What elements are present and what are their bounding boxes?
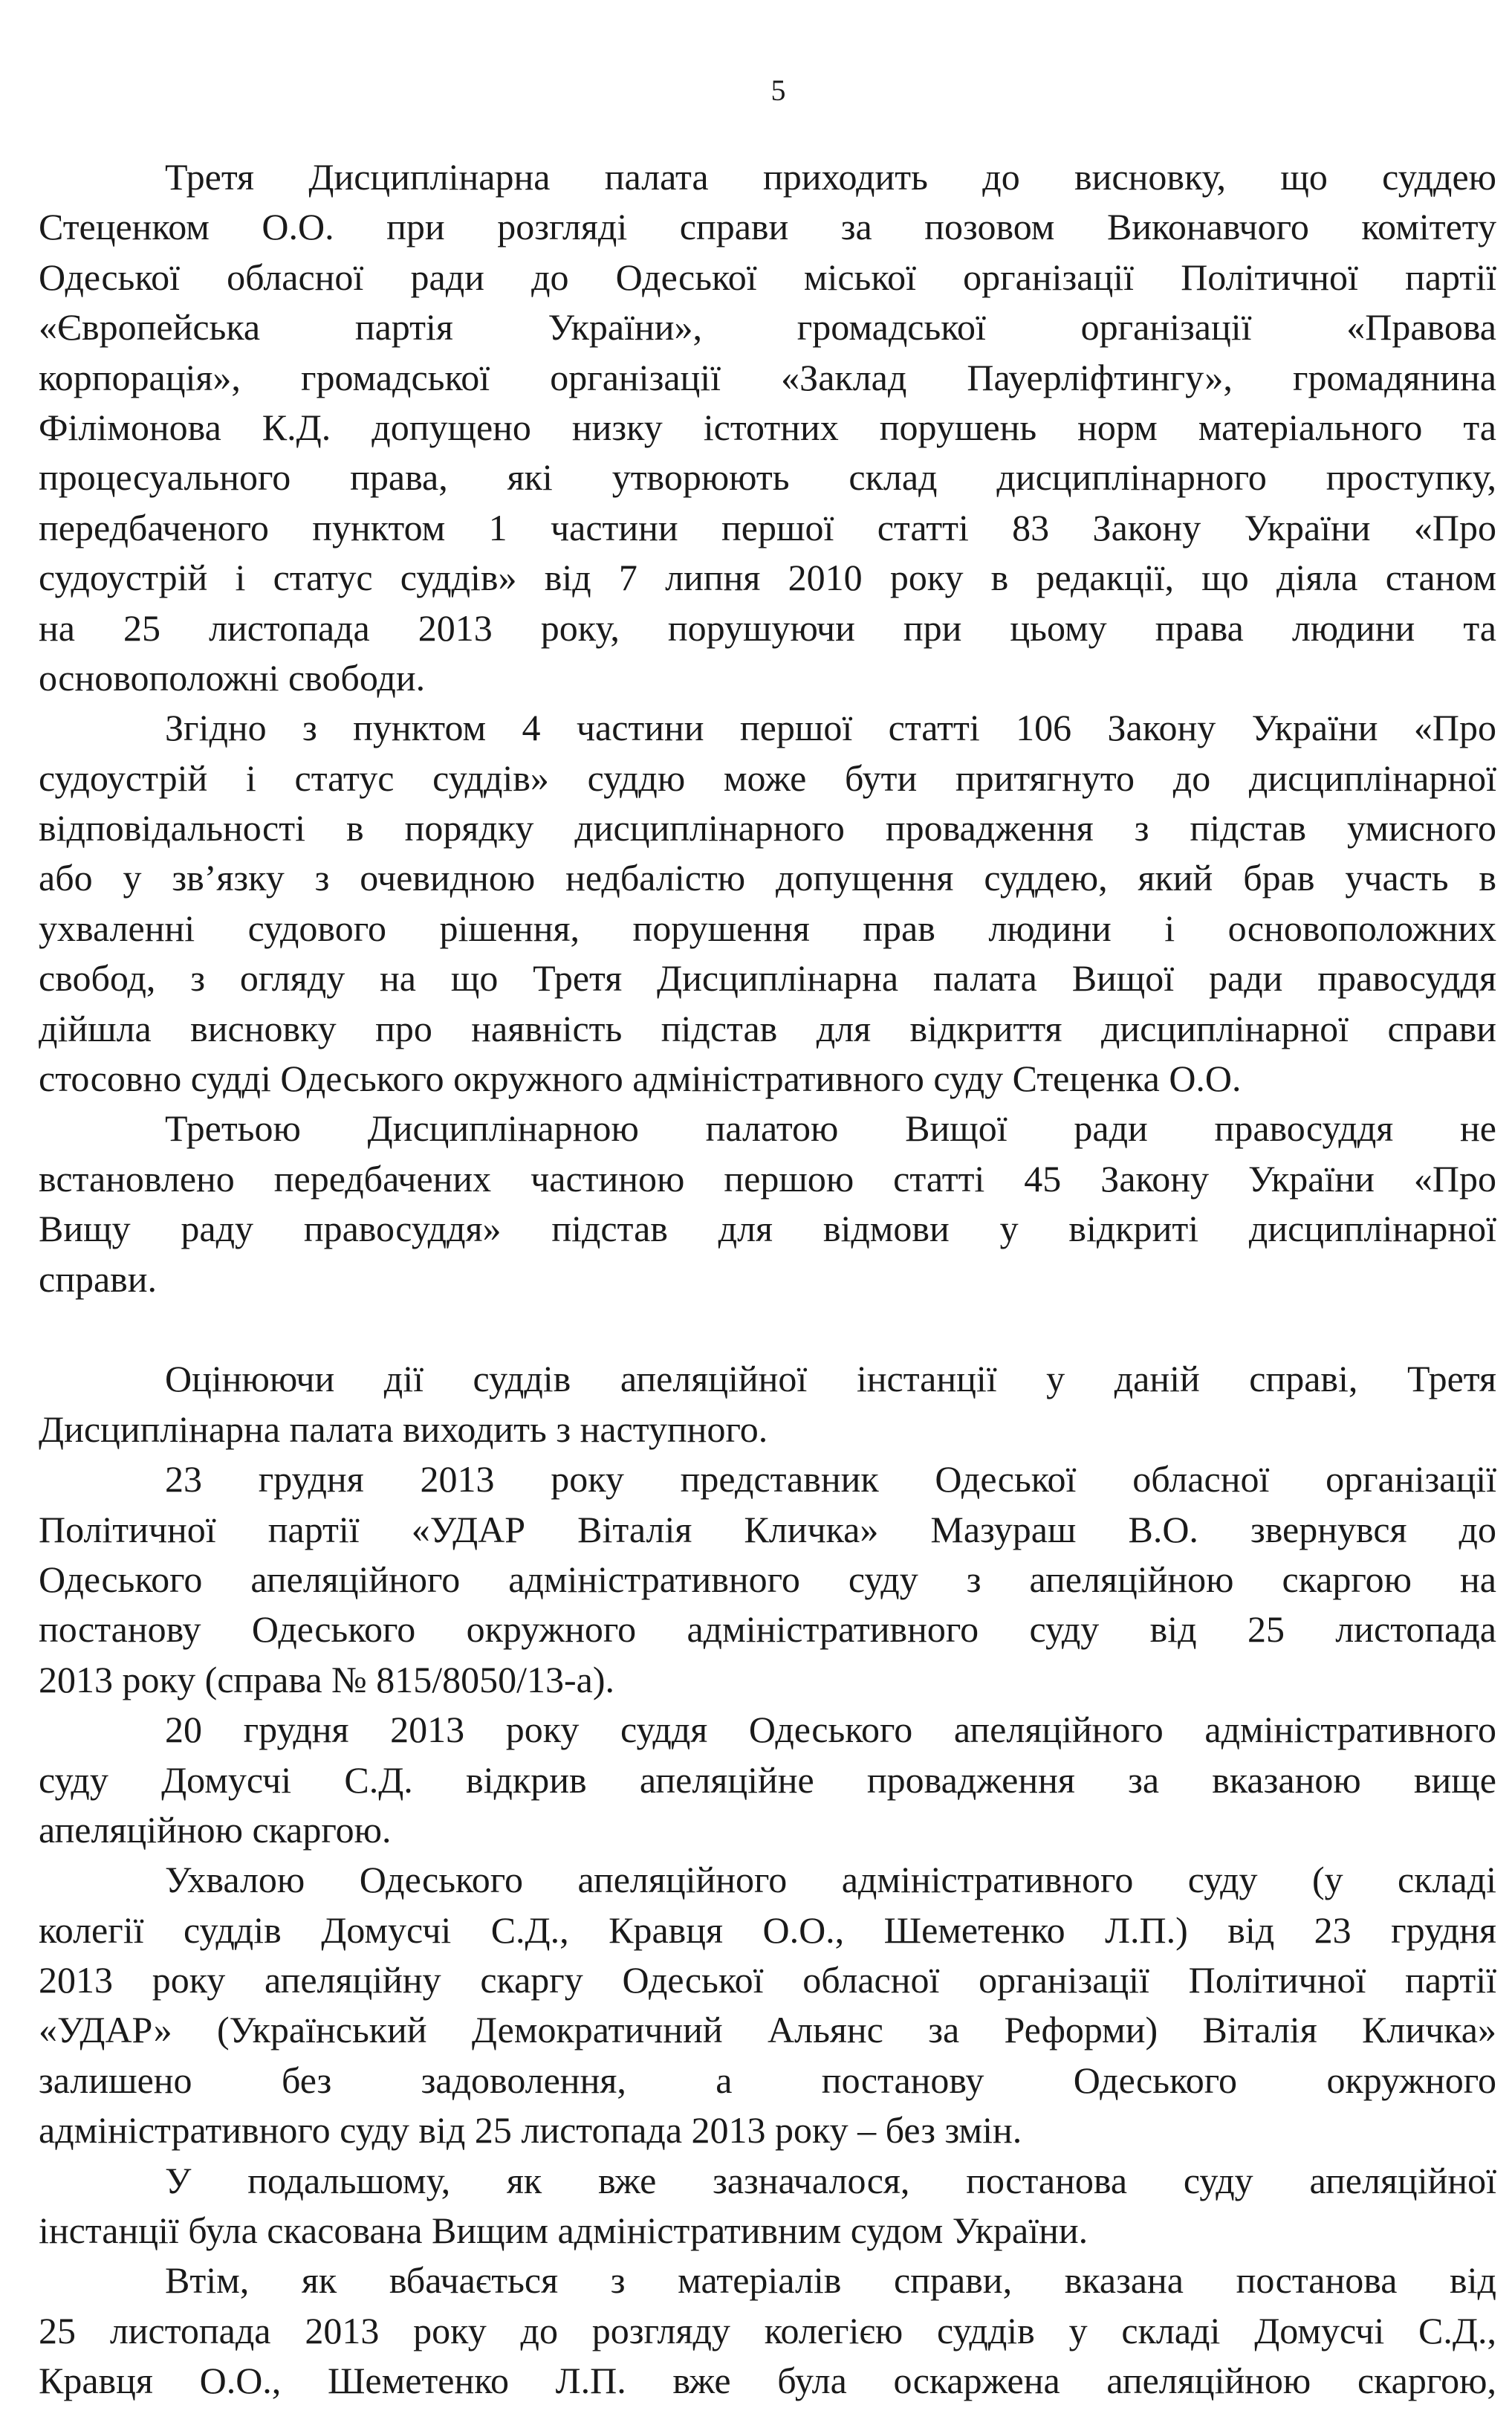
text-line: відповідальності в порядку дисциплінарного провадження з підстав умисного	[39, 807, 1496, 849]
text-line: встановлено передбачених частиною першою статті 45 Закону України «Про	[39, 1157, 1496, 1200]
text-line: судоустрій і статус суддів» від 7 липня 2010 року в редакції, що діяла станом	[39, 557, 1496, 599]
text-line: 25 листопада 2013 року до розгляду колегією суддів у складі Домусчі С.Д.,	[39, 2309, 1496, 2351]
text-line: або у зв’язку з очевидною недбалістю допущення суддею, який брав участь в	[39, 857, 1496, 899]
text-line: основоположні свободи.	[39, 656, 426, 699]
text-line: 2013 року апеляційну скаргу Одеської обласної організації Політичної партії	[39, 1959, 1496, 2001]
text-line: У подальшому, як вже зазначалося, постанова суду апеляційної	[165, 2159, 1496, 2201]
text-line: 23 грудня 2013 року представник Одеської обласної організації	[165, 1458, 1496, 1501]
text-line: Третьою Дисциплінарною палатою Вищої ради правосуддя не	[165, 1107, 1496, 1150]
text-line: Одеської обласної ради до Одеської міської організації Політичної партії	[39, 256, 1496, 298]
page-number: 5	[770, 74, 786, 107]
text-line: Третя Дисциплінарна палата приходить до висновку, що суддею	[165, 156, 1496, 198]
paragraph	[39, 1855, 1496, 2155]
paragraph	[39, 1454, 1496, 1705]
text-line: справи.	[39, 1257, 158, 1300]
paragraph	[39, 703, 1496, 1104]
blank-line	[39, 1304, 1496, 1354]
paragraph	[39, 2256, 1496, 2406]
text-line: на 25 листопада 2013 року, порушуючи при цьому права людини та	[39, 606, 1496, 649]
text-line: «Європейська партія України», громадської організації «Правова	[39, 306, 1496, 349]
paragraph	[39, 1104, 1496, 1304]
text-line: Дисциплінарна палата виходить з наступного.	[39, 1408, 768, 1450]
text-line: Оцінюючи дії суддів апеляційної інстанції у даній справі, Третя	[165, 1358, 1496, 1400]
text-line: Філімонова К.Д. допущено низку істотних порушень норм матеріального та	[39, 406, 1496, 448]
text-line: 2013 року (справа № 815/8050/13-а).	[39, 1658, 614, 1700]
paragraph	[39, 1705, 1496, 1855]
text-line: Політичної партії «УДАР Віталія Кличка» Мазураш В.О. звернувся до	[39, 1508, 1496, 1550]
text-line: Одеського апеляційного адміністративного суду з апеляційною скаргою на	[39, 1558, 1496, 1600]
text-line: інстанції була скасована Вищим адміністративним судом України.	[39, 2210, 1088, 2252]
text-line: Вищу раду правосуддя» підстав для відмови у відкриті дисциплінарної	[39, 1208, 1496, 1250]
text-line: передбаченого пунктом 1 частини першої статті 83 Закону України «Про	[39, 506, 1496, 548]
text-line: «УДАР» (Український Демократичний Альянс за Реформи) Віталія Кличка»	[39, 2009, 1496, 2051]
text-line: Згідно з пунктом 4 частини першої статті 106 Закону України «Про	[165, 707, 1496, 749]
text-line: апеляційною скаргою.	[39, 1808, 392, 1851]
text-line: Стеценком О.О. при розгляді справи за позовом Виконавчого комітету	[39, 206, 1496, 248]
text-line: стосовно судді Одеського окружного адміністративного суду Стеценка О.О.	[39, 1058, 1242, 1100]
text-line: ухваленні судового рішення, порушення прав людини і основоположних	[39, 907, 1496, 949]
text-line: свобод, з огляду на що Третя Дисциплінарна палата Вищої ради правосуддя	[39, 957, 1496, 1000]
text-line: Втім, як вбачається з матеріалів справи, вказана постанова від	[165, 2259, 1496, 2302]
text-line: постанову Одеського окружного адміністративного суду від 25 листопада	[39, 1608, 1496, 1651]
text-line: суду Домусчі С.Д. відкрив апеляційне провадження за вказаною вище	[39, 1758, 1496, 1801]
text-line: колегії суддів Домусчі С.Д., Кравця О.О., Шеметенко Л.П.) від 23 грудня	[39, 1909, 1496, 1951]
text-line: Ухвалою Одеського апеляційного адміністративного суду (у складі	[165, 1859, 1496, 1901]
text-line: корпорація», громадської організації «Заклад Пауерліфтингу», громадянина	[39, 356, 1496, 398]
paragraph	[39, 2156, 1496, 2256]
text-line: 20 грудня 2013 року суддя Одеського апеляційного адміністративного	[165, 1709, 1496, 1751]
document-body	[39, 152, 1496, 2406]
text-line: процесуального права, які утворюють склад дисциплінарного проступку,	[39, 456, 1496, 499]
text-line: адміністративного суду від 25 листопада 2013 року – без змін.	[39, 2109, 1022, 2152]
text-line: Кравця О.О., Шеметенко Л.П. вже була оскаржена апеляційною скаргою,	[39, 2360, 1496, 2402]
paragraph	[39, 1354, 1496, 1454]
text-line: дійшла висновку про наявність підстав для відкриття дисциплінарної справи	[39, 1007, 1496, 1049]
paragraph	[39, 152, 1496, 703]
text-line: залишено без задоволення, а постанову Одеського окружного	[39, 2059, 1496, 2101]
text-line: судоустрій і статус суддів» суддю може бути притягнуто до дисциплінарної	[39, 757, 1496, 799]
